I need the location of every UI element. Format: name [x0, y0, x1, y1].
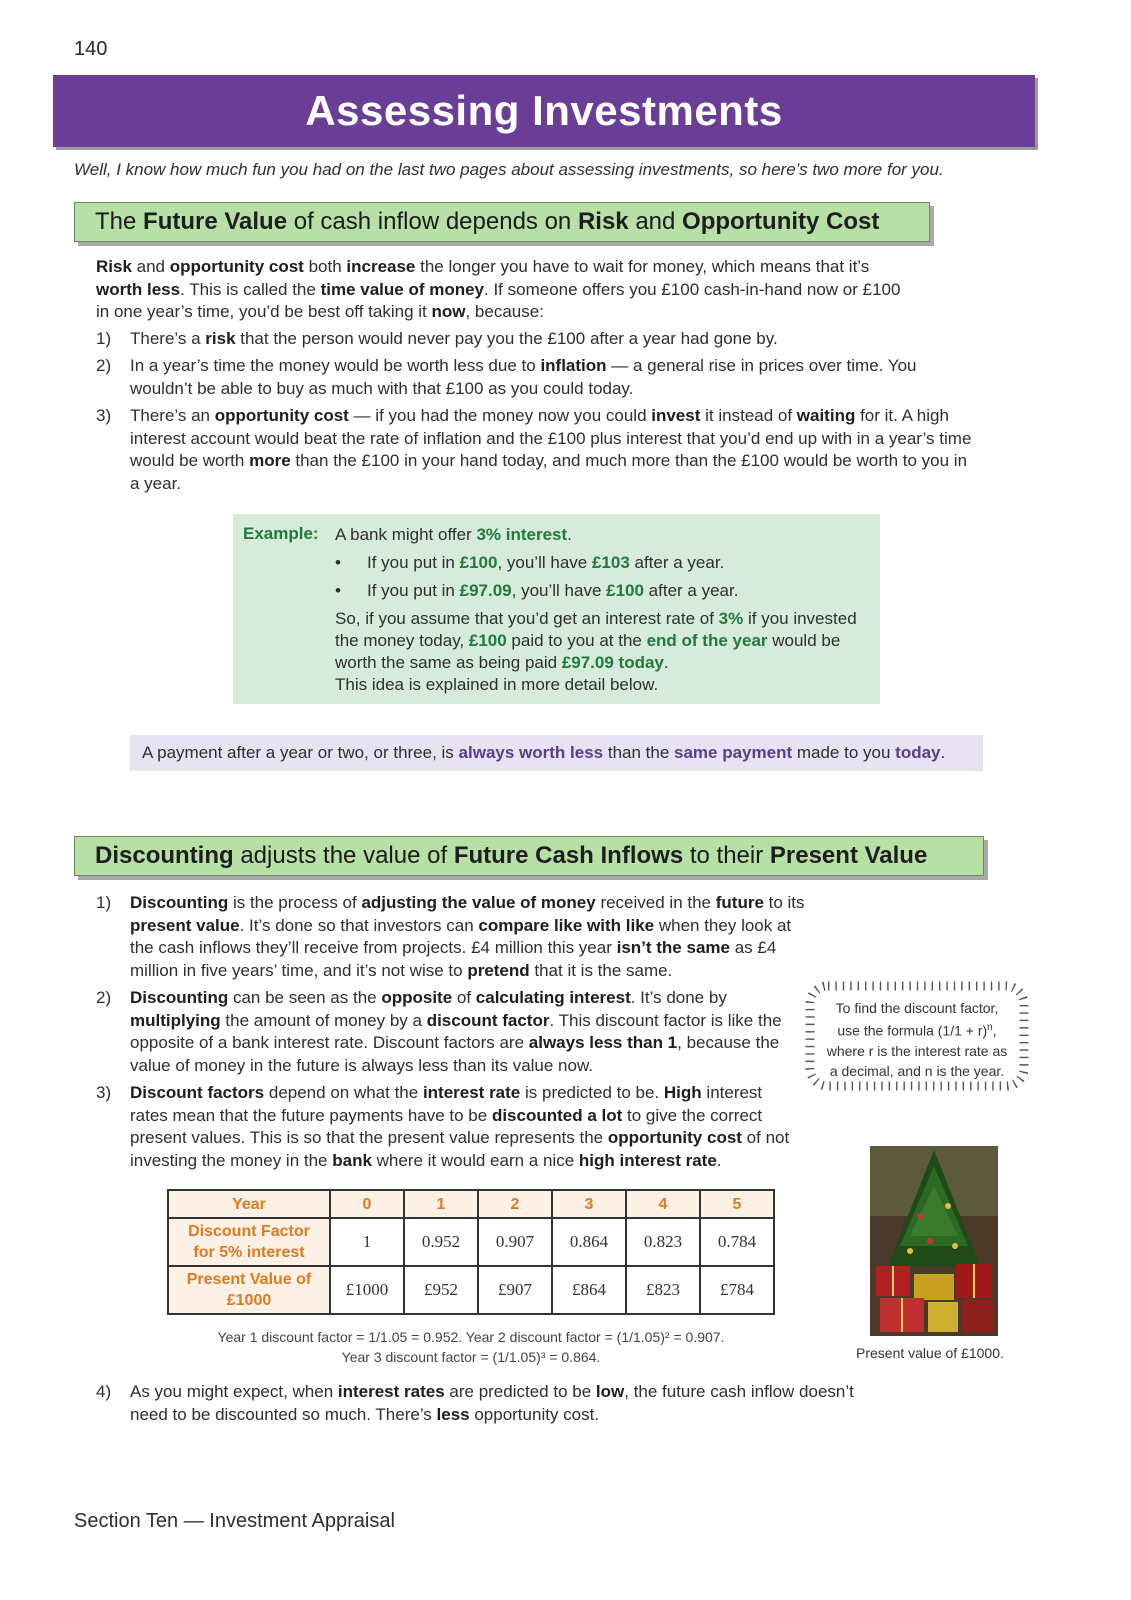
bold-text: inflation: [540, 356, 607, 375]
text: ,: [992, 1022, 997, 1039]
text: after a year.: [629, 553, 725, 572]
text: after a year.: [643, 581, 739, 600]
text: . If someone offers you £100 cash-in-hand now or £100 in one year’s time, you’d be best off taking it: [96, 279, 901, 321]
heading-bold: Discounting: [95, 842, 234, 869]
item-number: 2): [96, 356, 112, 375]
table-header-cell: [168, 1266, 330, 1314]
text: If you put in: [367, 553, 460, 572]
bold-text: Discounting: [130, 988, 229, 1007]
text: So, if you assume that you’d get an interest rate of: [335, 609, 719, 628]
list-item: [96, 405, 976, 495]
text: As you might expect, when: [130, 1382, 338, 1401]
bullet-icon: •: [335, 581, 341, 600]
text: to give the correct present values. This is so that the present value represents the: [130, 1105, 763, 1147]
text: than the £100 in your hand today, and much more than the £100 would be worth to you in a year.: [130, 451, 968, 493]
photo-caption: Present value of £1000.: [856, 1345, 1004, 1361]
item-text: [130, 405, 976, 495]
bold-text: multiplying: [130, 1010, 221, 1030]
text: £1000: [226, 1292, 272, 1309]
heading-bold: Risk: [577, 208, 629, 235]
highlight-text: same payment: [674, 743, 793, 762]
text: .: [567, 525, 572, 544]
text: There’s a: [130, 329, 206, 348]
item-text: [130, 355, 976, 400]
section-heading-future-value: [74, 202, 930, 242]
bold-text: bank: [332, 1150, 372, 1170]
text: are predicted to be: [444, 1382, 596, 1401]
table-cell: £823: [626, 1266, 700, 1314]
text: paid to you at the: [506, 631, 647, 650]
table-cell: 0.823: [626, 1218, 700, 1266]
text: Present Value of: [186, 1271, 312, 1288]
table-row: [168, 1190, 774, 1218]
bold-text: adjusting the value of money: [361, 893, 596, 912]
highlight-text: always worth less: [458, 743, 604, 762]
text: . This is called the: [180, 279, 321, 299]
example-line: [335, 524, 875, 546]
text: use the formula (1/1 + r): [837, 1022, 988, 1039]
text: it instead of: [700, 406, 797, 425]
text: that the person would never pay you the £100 after a year had gone by.: [235, 329, 778, 348]
formula-note: [808, 984, 1026, 1088]
text: In a year’s time the money would be worth less due to: [130, 356, 541, 375]
bold-text: present value: [130, 915, 240, 935]
note-line: [808, 1018, 1026, 1041]
text: for it. A high interest account would beat the rate of inflation and the £100 plus interest that you’d end up with in a year’s time would be worth: [130, 406, 972, 470]
list-item: [96, 1082, 796, 1172]
highlight-text: £100: [606, 581, 644, 600]
highlight-text: £97.09 today: [561, 653, 664, 672]
highlight-text: £100: [468, 631, 507, 650]
heading-bold: Future Value: [143, 208, 288, 235]
text: where it would earn a nice: [371, 1150, 579, 1170]
table-header-cell: 2: [478, 1190, 552, 1218]
heading-text: and: [635, 208, 676, 235]
page-title: Assessing Investments: [305, 87, 783, 134]
table-header-cell: 0: [330, 1190, 404, 1218]
discount-table: [167, 1189, 775, 1315]
example-body: [335, 524, 875, 696]
superscript: n: [987, 1022, 993, 1033]
section-heading-discounting: [74, 836, 984, 876]
bold-text: interest rates: [337, 1382, 445, 1401]
text: . It’s done so that investors can: [239, 915, 479, 935]
text: can be seen as the: [228, 988, 382, 1007]
example-bullet: [335, 552, 875, 574]
table-header-cell: Year: [168, 1190, 330, 1218]
text: is the process of: [228, 893, 362, 912]
table-header-cell: 4: [626, 1190, 700, 1218]
calc-line: Year 3 discount factor = (1/1.05)³ = 0.864.: [341, 1349, 601, 1365]
text: if you invested the money today,: [335, 609, 857, 650]
bold-text: calculating interest: [475, 988, 631, 1007]
bold-text: less: [436, 1404, 470, 1424]
item-number: 3): [96, 406, 112, 425]
bold-text: High: [663, 1083, 702, 1102]
item-number: 1): [96, 329, 112, 348]
text: depend on what the: [264, 1083, 423, 1102]
example-bullet: [335, 580, 875, 602]
bold-text: risk: [205, 329, 236, 348]
text: for 5% interest: [193, 1244, 305, 1261]
bold-text: high interest rate: [578, 1150, 717, 1170]
text: A payment after a year or two, or three, is: [142, 743, 459, 762]
bold-text: interest rate: [422, 1083, 521, 1102]
text: both: [303, 257, 347, 276]
heading-text: to their: [689, 842, 764, 869]
text: , because:: [465, 302, 544, 321]
christmas-tree-image: [870, 1146, 998, 1336]
text: opportunity cost.: [469, 1404, 600, 1424]
text: Discount Factor: [188, 1223, 310, 1240]
text: There’s an: [130, 406, 215, 425]
text: to its: [763, 893, 805, 912]
calc-line: Year 1 discount factor = 1/1.05 = 0.952. Year 2 discount factor = (1/1.05)² = 0.907.: [217, 1329, 725, 1345]
item-number: 1): [96, 893, 112, 912]
heading-text: adjusts the value of: [240, 842, 448, 869]
text: than the: [603, 743, 675, 762]
example-last-line: This idea is explained in more detail below.: [335, 675, 659, 694]
highlight-text: 3% interest: [476, 525, 568, 544]
item-number: 3): [96, 1083, 112, 1102]
table-cell: 1: [330, 1218, 404, 1266]
text: as £4 million in five years’ time, and it’s not wise to: [130, 938, 777, 980]
section1-paragraph: [96, 256, 916, 324]
table-header-cell: 1: [404, 1190, 478, 1218]
table-cell: £952: [404, 1266, 478, 1314]
list-item: [96, 892, 808, 982]
highlight-text: end of the year: [646, 631, 768, 650]
item-number: 4): [96, 1382, 112, 1401]
item-text: [130, 1082, 796, 1172]
text: A bank might offer: [335, 525, 477, 544]
item-text: [130, 1381, 856, 1426]
bold-text: discount factor: [426, 1010, 550, 1030]
bold-text: invest: [651, 406, 701, 425]
list-item: [96, 355, 976, 400]
bold-text: Risk: [96, 257, 132, 276]
text: — a general rise in prices over time. You wouldn’t be able to buy as much with that £100 as you could today.: [130, 356, 917, 398]
text: is predicted to be.: [520, 1083, 664, 1102]
bold-text: Discount factors: [130, 1083, 265, 1102]
text: . It’s done by: [630, 988, 727, 1007]
bold-text: increase: [346, 257, 416, 276]
example-label: Example:: [243, 524, 319, 543]
highlight-text: £100: [459, 553, 498, 572]
intro-text: Well, I know how much fun you had on the last two pages about assessing investments, so here’s two more for you.: [74, 160, 944, 179]
bold-text: low: [595, 1382, 625, 1401]
heading-bold: Present Value: [769, 842, 928, 869]
text: of not investing the money in the: [130, 1128, 790, 1170]
bold-text: isn’t the same: [616, 938, 730, 957]
text: of: [452, 988, 476, 1007]
heading-bold: Opportunity Cost: [682, 208, 880, 235]
bold-text: time value of money: [320, 279, 485, 299]
table-row: [168, 1218, 774, 1266]
example-box: [233, 514, 880, 704]
bold-text: pretend: [467, 960, 530, 980]
table-cell: 0.864: [552, 1218, 626, 1266]
table-cell: 0.952: [404, 1218, 478, 1266]
text: and: [131, 257, 170, 276]
heading-bold: Future Cash Inflows: [453, 842, 684, 869]
highlight-text: 3%: [718, 609, 744, 628]
table-cell: £784: [700, 1266, 774, 1314]
text: that it is the same.: [529, 960, 673, 980]
item-text: [130, 987, 796, 1077]
text: received in the: [595, 893, 716, 912]
table-cell: £1000: [330, 1266, 404, 1314]
text: the longer you have to wait for money, which means that it’s: [415, 257, 870, 276]
text: .: [716, 1150, 722, 1170]
bold-text: worth less: [96, 279, 181, 299]
heading-text: of cash inflow depends on: [293, 208, 572, 235]
text: when they look at the cash inflows they’ll receive from projects. £4 million this year: [130, 915, 792, 957]
bold-text: always less than 1: [528, 1033, 678, 1052]
highlight-text: £97.09: [459, 581, 512, 600]
bold-text: future: [715, 893, 764, 912]
list-item: [96, 328, 976, 351]
highlight-text: today: [895, 743, 941, 762]
title-banner: [53, 75, 1035, 147]
text: , because the value of money in the future is always less than its value now.: [130, 1033, 780, 1075]
table-header-cell: [168, 1218, 330, 1266]
bold-text: compare like with like: [478, 915, 655, 935]
note-line: a decimal, and n is the year.: [829, 1062, 1005, 1079]
bold-text: now: [431, 302, 466, 321]
text: . This discount factor is like the opposite of a bank interest rate. Discount factors are: [130, 1010, 782, 1052]
highlight-text: £103: [591, 553, 630, 572]
bold-text: opportunity cost: [214, 406, 349, 425]
text: , you’ll have: [497, 553, 592, 572]
table-cell: 0.907: [478, 1218, 552, 1266]
christmas-tree-photo: [870, 1146, 998, 1336]
text: .: [940, 743, 946, 762]
bullet-icon: •: [335, 553, 341, 572]
text: , you’ll have: [511, 581, 607, 600]
note-line: To find the discount factor,: [835, 1000, 999, 1016]
table-cell: £907: [478, 1266, 552, 1314]
table-header-cell: 5: [700, 1190, 774, 1218]
item-text: [130, 892, 808, 982]
table-row: [168, 1266, 774, 1314]
bold-text: more: [249, 451, 291, 470]
text: If you put in: [367, 581, 460, 600]
text: would be worth the same as being paid: [335, 631, 841, 672]
text: interest rates mean that the future payments have to be: [130, 1083, 763, 1125]
bold-text: opportunity cost: [607, 1128, 742, 1147]
summary-box: [130, 735, 983, 771]
bold-text: waiting: [796, 406, 856, 425]
bold-text: opposite: [381, 988, 453, 1007]
bold-text: opportunity cost: [169, 257, 304, 276]
text: made to you: [792, 743, 896, 762]
table-cell: £864: [552, 1266, 626, 1314]
bold-text: discounted a lot: [491, 1105, 623, 1125]
list-item: [96, 1381, 856, 1426]
note-line: where r is the interest rate as: [826, 1042, 1008, 1059]
table-cell: 0.784: [700, 1218, 774, 1266]
list-item: [96, 987, 796, 1077]
text: the amount of money by a: [220, 1010, 427, 1030]
item-text: [130, 328, 778, 351]
text: , the future cash inflow doesn’t need to be discounted so much. There’s: [130, 1382, 854, 1424]
page-footer: Section Ten — Investment Appraisal: [74, 1510, 395, 1532]
example-paragraph: [335, 608, 875, 674]
page-number: 140: [74, 38, 108, 60]
text: .: [663, 653, 669, 672]
text: — if you had the money now you could: [348, 406, 652, 425]
heading-text: The: [95, 208, 137, 235]
table-header-cell: 3: [552, 1190, 626, 1218]
bold-text: Discounting: [130, 893, 229, 912]
item-number: 2): [96, 988, 112, 1007]
